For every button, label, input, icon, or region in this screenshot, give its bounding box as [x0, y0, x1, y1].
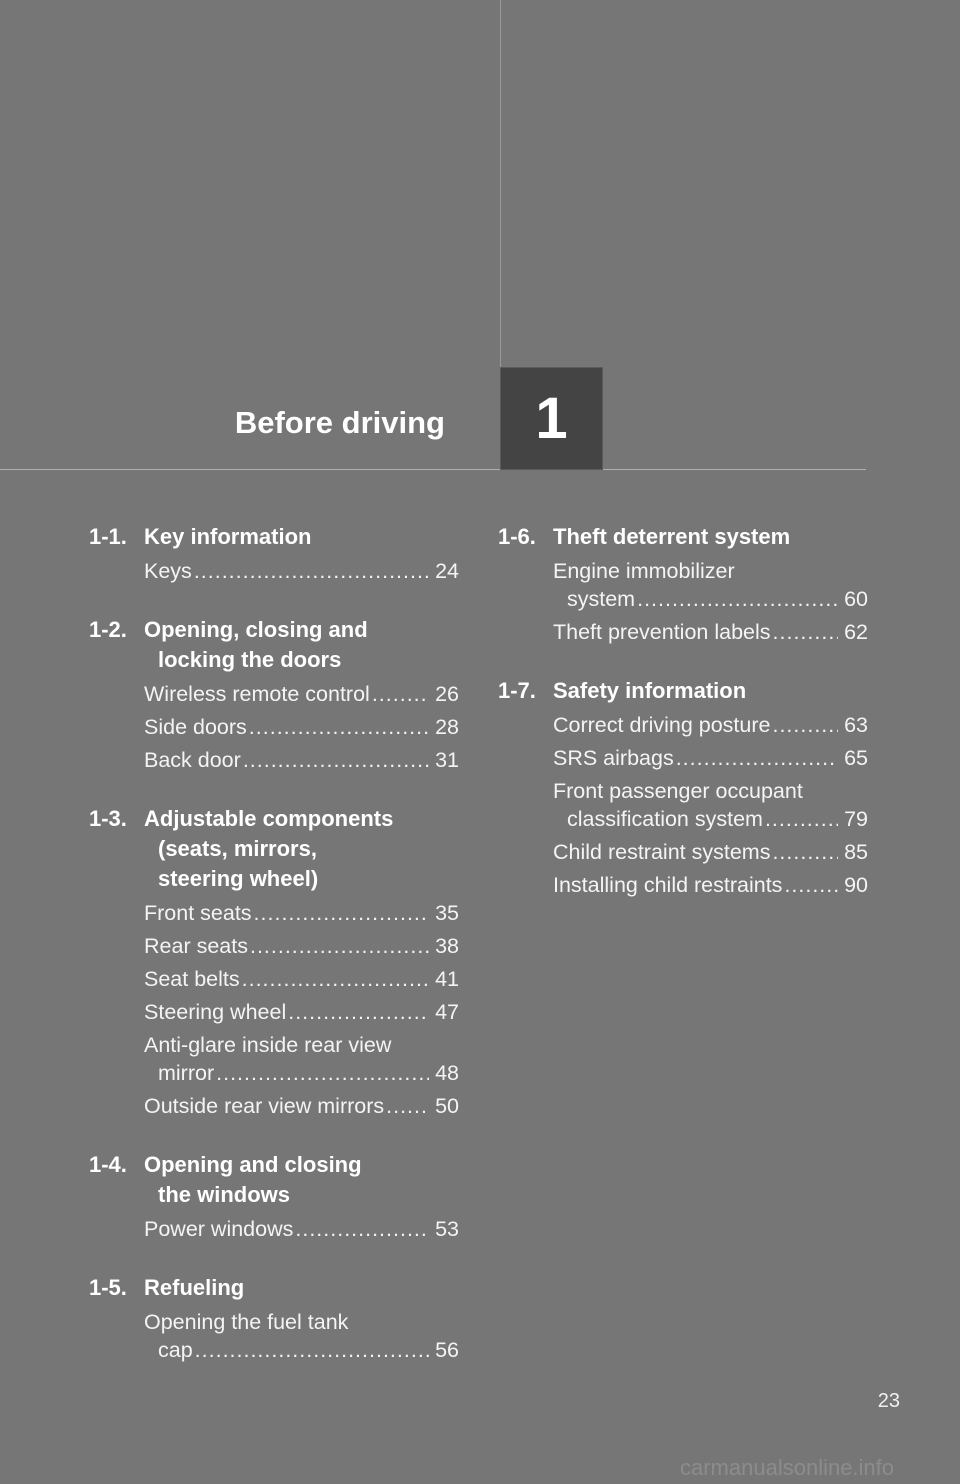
toc-entry-title: Side doors	[144, 715, 247, 739]
toc-entries	[89, 1308, 459, 1364]
toc-section	[498, 522, 868, 646]
toc-entry-title: Child restraint systems	[553, 840, 771, 864]
dot-leader	[770, 838, 838, 866]
page-number: 23	[877, 1390, 900, 1412]
toc-entry-line	[553, 744, 868, 772]
toc-entry-line	[144, 1092, 459, 1120]
toc-entry-page: 79	[844, 807, 868, 831]
toc-entry-title: classification system	[567, 807, 763, 831]
toc-entry-page: 28	[435, 715, 459, 739]
toc-entry-line	[553, 618, 868, 646]
toc-entry-page: 50	[435, 1094, 459, 1118]
toc-entry-title: Power windows	[144, 1217, 294, 1241]
toc-entry[interactable]	[144, 746, 459, 774]
toc-entries	[498, 711, 868, 899]
toc-section	[89, 522, 459, 585]
toc-entry-title: Anti-glare inside rear view	[144, 1033, 392, 1057]
toc-entry[interactable]	[144, 713, 459, 741]
dot-leader	[214, 1059, 429, 1087]
section-number: 1-7.	[498, 678, 536, 703]
toc-entry-title: Rear seats	[144, 934, 248, 958]
toc-entry-title: Theft prevention labels	[553, 620, 771, 644]
dot-leader	[240, 965, 429, 993]
toc-entry-line	[553, 557, 868, 585]
toc-entry-line	[144, 746, 459, 774]
toc-entry-page: 62	[844, 620, 868, 644]
toc-entry-line	[144, 557, 459, 585]
toc-entries	[89, 899, 459, 1120]
toc-entry-page: 85	[844, 840, 868, 864]
dot-leader	[192, 557, 429, 585]
toc-entry-page: 65	[844, 746, 868, 770]
section-title-line: Opening, closing and	[144, 617, 368, 642]
section-number: 1-4.	[89, 1152, 127, 1177]
toc-entry[interactable]	[144, 557, 459, 585]
dot-leader	[193, 1336, 429, 1364]
dot-leader	[782, 871, 838, 899]
toc-entry[interactable]	[144, 1215, 459, 1243]
dot-leader	[248, 932, 429, 960]
toc-entry[interactable]	[144, 899, 459, 927]
toc-entry-line	[144, 680, 459, 708]
toc-entry[interactable]	[144, 680, 459, 708]
toc-section	[89, 1273, 459, 1364]
dot-leader	[293, 1215, 429, 1243]
toc-entry-line	[144, 713, 459, 741]
toc-entry-page: 60	[844, 587, 868, 611]
toc-entry-title: Front seats	[144, 901, 252, 925]
toc-entry-title: SRS airbags	[553, 746, 674, 770]
toc-entry-page: 31	[435, 748, 459, 772]
toc-entry[interactable]	[144, 932, 459, 960]
dot-leader	[252, 899, 429, 927]
toc-entry-title: cap	[158, 1338, 193, 1362]
toc-entry-line	[144, 1031, 459, 1059]
toc-entry[interactable]	[144, 998, 459, 1026]
section-number: 1-1.	[89, 524, 127, 549]
toc-entries	[498, 557, 868, 646]
toc-entry[interactable]	[144, 1092, 459, 1120]
toc-entry[interactable]	[553, 838, 868, 866]
toc-entry-title: Outside rear view mirrors	[144, 1094, 385, 1118]
toc-entry-page: 90	[844, 873, 868, 897]
toc-entry-page: 47	[435, 1000, 459, 1024]
toc-entry-page: 48	[435, 1061, 459, 1085]
toc-entry-line	[553, 585, 868, 613]
toc-entry-line	[144, 932, 459, 960]
section-title-line: steering wheel)	[158, 866, 319, 891]
section-title-line: Safety information	[553, 678, 747, 703]
section-heading[interactable]	[498, 676, 868, 706]
toc-section	[89, 615, 459, 774]
dot-leader	[770, 711, 838, 739]
toc-entry-line	[144, 1215, 459, 1243]
toc-entry-line	[144, 899, 459, 927]
toc-section	[89, 804, 459, 1120]
dot-leader	[384, 1092, 429, 1120]
toc-entry-title: Keys	[144, 559, 192, 583]
toc-entry-page: 24	[435, 559, 459, 583]
section-title	[553, 676, 868, 706]
watermark: carmanualsonline.info	[680, 1455, 895, 1480]
toc-entry-page: 56	[435, 1338, 459, 1362]
section-title-line: Refueling	[144, 1275, 245, 1300]
toc-entry-title: Wireless remote control	[144, 682, 370, 706]
dot-leader	[674, 744, 838, 772]
header-horizontal-rule	[0, 469, 866, 470]
chapter-number-box: 1	[500, 367, 603, 470]
dot-leader	[370, 680, 429, 708]
toc-entry-page: 38	[435, 934, 459, 958]
toc-entry-title: Opening the fuel tank	[144, 1310, 349, 1334]
section-title	[144, 1273, 459, 1303]
section-title	[553, 522, 868, 552]
toc-entry-title: Seat belts	[144, 967, 240, 991]
toc-entry[interactable]	[553, 871, 868, 899]
dot-leader	[635, 585, 838, 613]
section-heading[interactable]	[89, 522, 459, 552]
toc-entry-title: Back door	[144, 748, 241, 772]
toc-left-column	[89, 522, 459, 1394]
toc-entry-line	[553, 805, 868, 833]
section-title-line: Opening and closing	[144, 1152, 362, 1177]
toc-entry-title: mirror	[158, 1061, 215, 1085]
toc-entry[interactable]	[553, 711, 868, 739]
section-number: 1-3.	[89, 806, 127, 831]
toc-entry-title: system	[567, 587, 636, 611]
section-number: 1-6.	[498, 524, 536, 549]
toc-entry[interactable]	[553, 557, 868, 613]
section-title-line: Key information	[144, 524, 312, 549]
dot-leader	[763, 805, 838, 833]
toc-entry-page: 35	[435, 901, 459, 925]
toc-entry-line	[144, 1336, 459, 1364]
toc-entry[interactable]	[144, 965, 459, 993]
dot-leader	[247, 713, 429, 741]
toc-entry-page: 26	[435, 682, 459, 706]
toc-entry[interactable]	[144, 1031, 459, 1087]
toc-section	[498, 676, 868, 899]
toc-entry-page: 41	[435, 967, 459, 991]
toc-entry-title: Front passenger occupant	[553, 779, 803, 803]
toc-entry[interactable]	[553, 618, 868, 646]
toc-entry[interactable]	[553, 777, 868, 833]
toc-entries	[89, 1215, 459, 1243]
toc-entries	[89, 557, 459, 585]
section-title	[144, 1150, 459, 1210]
toc-entry-line	[144, 998, 459, 1026]
toc-entry[interactable]	[144, 1308, 459, 1364]
toc-entry-line	[553, 871, 868, 899]
toc-entry-title: Correct driving posture	[553, 713, 771, 737]
toc-entries	[89, 680, 459, 774]
toc-entry-line	[144, 1059, 459, 1087]
toc-entry[interactable]	[553, 744, 868, 772]
dot-leader	[771, 618, 838, 646]
section-title-line: Theft deterrent system	[553, 524, 791, 549]
section-title-line: the windows	[158, 1182, 290, 1207]
toc-entry-title: Installing child restraints	[553, 873, 783, 897]
section-title-line: (seats, mirrors,	[158, 836, 317, 861]
section-heading[interactable]	[498, 522, 868, 552]
dot-leader	[286, 998, 429, 1026]
section-title-line: locking the doors	[158, 647, 342, 672]
toc-entry-line	[553, 711, 868, 739]
section-heading[interactable]	[89, 1273, 459, 1303]
section-title	[144, 522, 459, 552]
toc-entry-page: 53	[435, 1217, 459, 1241]
section-title-line: Adjustable components	[144, 806, 394, 831]
section-heading[interactable]	[89, 1150, 459, 1210]
toc-right-column	[498, 522, 868, 929]
section-title	[144, 615, 459, 675]
toc-entry-line	[144, 1308, 459, 1336]
section-heading[interactable]	[89, 615, 459, 675]
toc-section	[89, 1150, 459, 1243]
section-title	[144, 804, 459, 894]
section-number: 1-2.	[89, 617, 127, 642]
toc-entry-page: 63	[844, 713, 868, 737]
chapter-title: Before driving	[234, 405, 445, 440]
toc-entry-line	[553, 838, 868, 866]
toc-entry-title: Steering wheel	[144, 1000, 287, 1024]
toc-entry-line	[553, 777, 868, 805]
toc-entry-line	[144, 965, 459, 993]
toc-entry-title: Engine immobilizer	[553, 559, 735, 583]
section-heading[interactable]	[89, 804, 459, 894]
section-number: 1-5.	[89, 1275, 127, 1300]
dot-leader	[241, 746, 429, 774]
